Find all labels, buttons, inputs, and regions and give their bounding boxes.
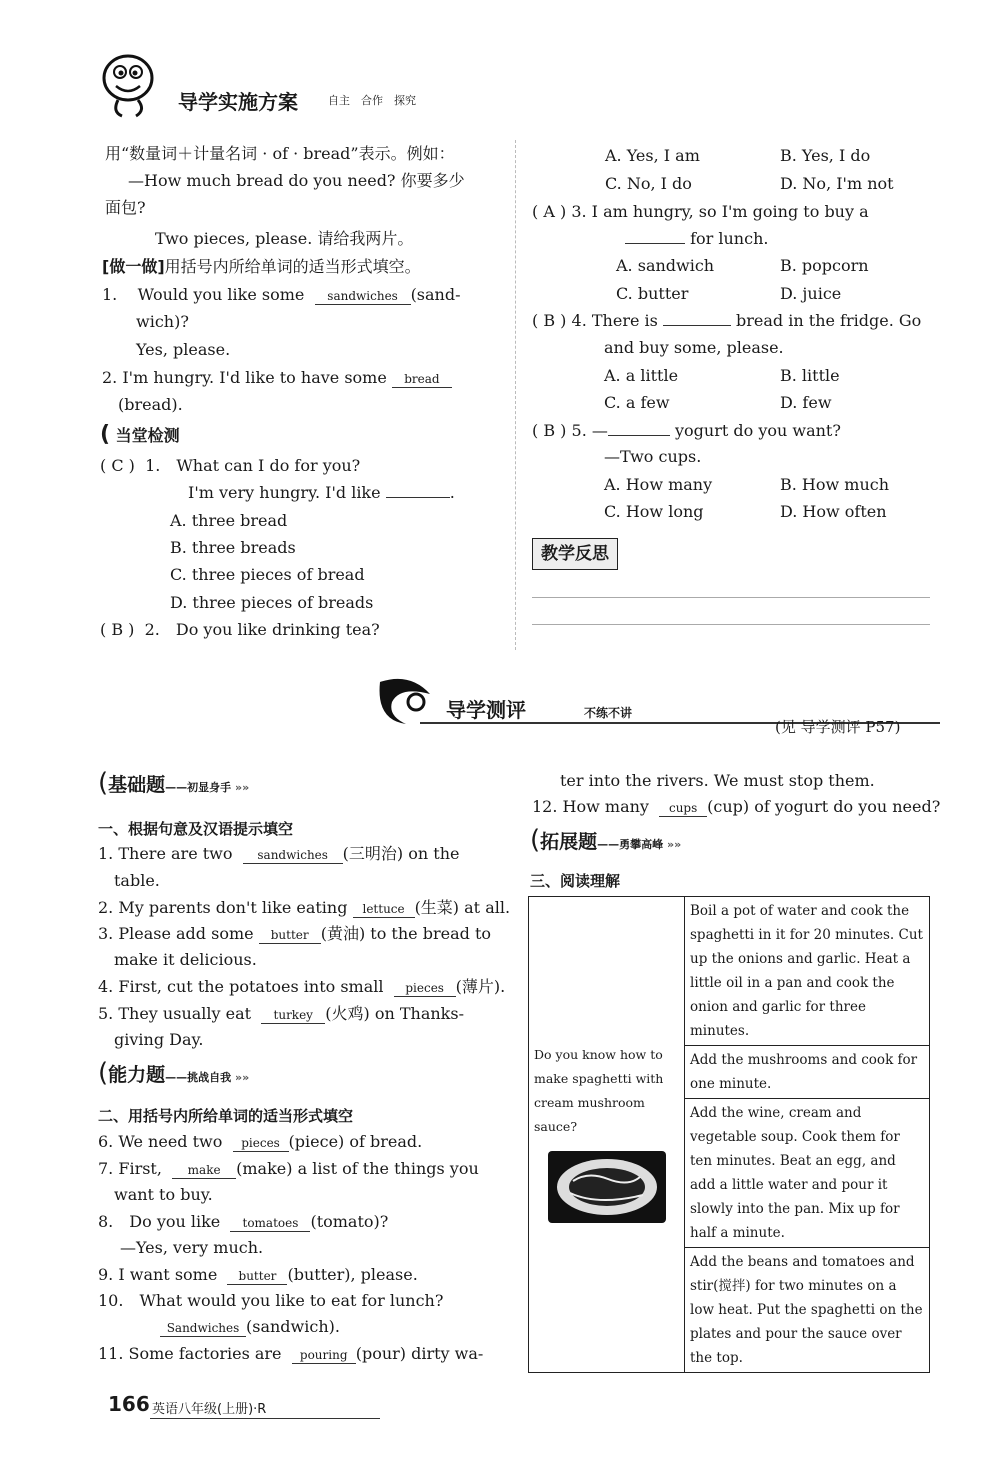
reading-table bbox=[528, 896, 930, 1373]
question-text: 2. Do you like drinking tea? bbox=[144, 620, 380, 639]
basic-section-heading: 一、根据句意及汉语提示填空 bbox=[98, 820, 294, 838]
q-hint: (薄片). bbox=[455, 977, 506, 996]
ability-q11-cont: ter into the rivers. We must stop them. bbox=[560, 771, 875, 790]
section-subtitle: ——挑战自我 bbox=[165, 1071, 232, 1084]
ability-section-heading: 二、用括号内所给单词的适当形式填空 bbox=[98, 1107, 354, 1125]
footer-book-title: 英语八年级(上册)·R bbox=[152, 1402, 267, 1417]
option-b: B. little bbox=[780, 366, 840, 385]
quiz-q5-reply: —Two cups. bbox=[604, 447, 702, 466]
question-text: for lunch. bbox=[690, 229, 769, 248]
practice-item-1-cont: wich)? bbox=[136, 312, 189, 331]
reading-step-2: Add the mushrooms and cook for one minute. bbox=[685, 1046, 930, 1099]
answer-blank: bread bbox=[392, 372, 452, 388]
question-text: bread in the fridge. Go bbox=[736, 311, 922, 330]
option-d: D. juice bbox=[780, 284, 842, 303]
answer-blank: make bbox=[172, 1163, 236, 1179]
reading-question-cell bbox=[529, 897, 685, 1373]
q-hint: (make) a list of the things you bbox=[236, 1159, 479, 1178]
option-c: C. three pieces of bread bbox=[170, 565, 365, 584]
option-d: D. three pieces of breads bbox=[170, 593, 374, 612]
column-divider bbox=[515, 140, 516, 650]
answer-blank: sandwiches bbox=[243, 848, 343, 864]
question-text: 1. What can I do for you? bbox=[145, 456, 361, 475]
mascot-logo bbox=[98, 50, 160, 120]
basic-q2 bbox=[98, 894, 510, 921]
answer-blank: butter bbox=[259, 928, 321, 944]
answer-blank: pieces bbox=[394, 981, 456, 997]
answer-mark: ( B ) bbox=[100, 620, 135, 639]
q-text: 1. There are two bbox=[98, 844, 233, 863]
option-a: A. How many bbox=[604, 475, 713, 494]
q-text: 2. My parents don't like eating bbox=[98, 898, 348, 917]
practice-item-2 bbox=[102, 364, 452, 391]
practice-heading bbox=[102, 253, 421, 280]
answer-blank: cups bbox=[659, 801, 707, 817]
q-text: 11. Some factories are bbox=[98, 1344, 282, 1363]
answer-mark: ( B ) bbox=[532, 421, 567, 440]
reflection-line-1 bbox=[532, 597, 930, 598]
example-question: —How much bread do you need? 你要多少 bbox=[128, 171, 465, 190]
footer-line bbox=[150, 1418, 380, 1419]
ability-q10: 10. What would you like to eat for lunch? bbox=[98, 1291, 444, 1310]
item-hint: (sand- bbox=[410, 285, 461, 304]
blank-line bbox=[663, 325, 731, 326]
item-text: 2. I'm hungry. I'd like to have some bbox=[102, 368, 387, 387]
q-text: 4. First, cut the potatoes into small bbox=[98, 977, 384, 996]
q-hint: (火鸡) on Thanks- bbox=[325, 1004, 464, 1023]
ability-q9 bbox=[98, 1261, 418, 1288]
header-subtitle: 自主 合作 探究 bbox=[328, 94, 416, 107]
practice-item-1-reply: Yes, please. bbox=[136, 340, 231, 359]
ability-q8-reply: —Yes, very much. bbox=[120, 1238, 264, 1257]
answer-blank: Sandwiches bbox=[160, 1321, 246, 1337]
quiz-q3 bbox=[532, 198, 869, 225]
blank-line bbox=[625, 243, 685, 244]
banner-tag: 不练不讲 bbox=[584, 706, 633, 720]
answer-blank: pouring bbox=[292, 1348, 356, 1364]
reading-step-1: Boil a pot of water and cook the spaghetti in it for 20 minutes. Cut up the onions and garlic. Heat a little oil in a pan and cook the onion and garlic for three minutes. bbox=[685, 897, 930, 1046]
q-hint: (三明治) on the bbox=[342, 844, 460, 863]
ability-q8 bbox=[98, 1208, 388, 1235]
reflection-box: 教学反思 bbox=[532, 538, 618, 570]
section-subtitle: ——初显身手 bbox=[165, 781, 232, 794]
q-hint: (butter), please. bbox=[287, 1265, 418, 1284]
question-text: yogurt do you want? bbox=[674, 421, 841, 440]
q-text: 6. We need two bbox=[98, 1132, 223, 1151]
q-text: 8. Do you like bbox=[98, 1212, 221, 1231]
ability-q12 bbox=[532, 793, 940, 820]
q-text: 7. First, bbox=[98, 1159, 162, 1178]
quiz-q4-cont: and buy some, please. bbox=[604, 338, 784, 357]
ability-q7-cont: want to buy. bbox=[114, 1185, 213, 1204]
answer-blank: butter bbox=[227, 1269, 287, 1285]
option-d: D. How often bbox=[780, 502, 887, 521]
banner-swirl-icon bbox=[370, 672, 440, 728]
basic-q1 bbox=[98, 840, 459, 867]
option-c: C. No, I do bbox=[605, 174, 692, 193]
answer-mark: ( B ) bbox=[532, 311, 567, 330]
answer-blank: sandwiches bbox=[315, 289, 411, 305]
practice-item-1 bbox=[102, 281, 461, 308]
quiz-q4 bbox=[532, 307, 921, 334]
option-a: A. Yes, I am bbox=[605, 146, 700, 165]
basic-q1-cont: table. bbox=[114, 871, 160, 890]
option-b: B. How much bbox=[780, 475, 890, 494]
blank-line bbox=[608, 435, 670, 436]
section-title: 拓展题 bbox=[540, 831, 598, 853]
section-title: 能力题 bbox=[108, 1064, 166, 1086]
answer-blank: turkey bbox=[261, 1008, 325, 1024]
spaghetti-photo bbox=[548, 1151, 666, 1223]
option-c: C. How long bbox=[604, 502, 704, 521]
option-a: A. three bread bbox=[170, 511, 288, 530]
q-hint: (生菜) at all. bbox=[414, 898, 511, 917]
option-a: A. a little bbox=[604, 366, 679, 385]
q-text: 12. How many bbox=[532, 797, 649, 816]
quiz-q2 bbox=[100, 616, 380, 643]
option-d: D. No, I'm not bbox=[780, 174, 894, 193]
quiz-q1 bbox=[100, 452, 360, 479]
header-title: 导学实施方案 bbox=[178, 90, 298, 114]
q-text: 5. They usually eat bbox=[98, 1004, 252, 1023]
q-text: 3. Please add some bbox=[98, 924, 254, 943]
check-title-text: 当堂检测 bbox=[115, 426, 180, 445]
q-hint: (piece) of bread. bbox=[288, 1132, 423, 1151]
blank-line bbox=[386, 497, 450, 498]
extend-section-heading: 三、阅读理解 bbox=[530, 872, 621, 890]
basic-q3-cont: make it delicious. bbox=[114, 950, 257, 969]
option-c: C. butter bbox=[616, 284, 689, 303]
quiz-q1-cont: I'm very hungry. I'd like . bbox=[188, 483, 455, 502]
ability-q10-answer bbox=[160, 1313, 340, 1340]
practice-label: [做一做] bbox=[102, 257, 165, 276]
question-text: I'm very hungry. I'd like bbox=[188, 483, 381, 502]
practice-item-2-cont: (bread). bbox=[118, 395, 183, 414]
section-subtitle: ——勇攀高峰 bbox=[597, 838, 664, 851]
reading-step-3: Add the wine, cream and vegetable soup. Cook them for ten minutes. Beat an egg, and add a little water and pour it slowly into the pan. Mix up for half a minute. bbox=[685, 1099, 930, 1248]
option-b: B. three breads bbox=[170, 538, 296, 557]
ability-title: (能力题——挑战自我 »» bbox=[98, 1058, 250, 1088]
answer-blank: tomatoes bbox=[230, 1216, 310, 1232]
q-hint: (pour) dirty wa- bbox=[355, 1344, 484, 1363]
answer-blank: lettuce bbox=[353, 902, 415, 918]
q-hint: (sandwich). bbox=[246, 1317, 340, 1336]
page-number: 166 bbox=[108, 1392, 150, 1416]
item-text: Would you like some bbox=[137, 285, 305, 304]
answer-blank: pieces bbox=[233, 1136, 289, 1152]
example-answer: Two pieces, please. 请给我两片。 bbox=[155, 229, 414, 248]
answer-mark: ( A ) bbox=[532, 202, 567, 221]
q-hint: (黄油) to the bread to bbox=[320, 924, 492, 943]
reading-question: Do you know how to make spaghetti with cream mushroom sauce? bbox=[534, 1046, 664, 1134]
quiz-q3-cont bbox=[625, 225, 768, 252]
basic-title: (基础题——初显身手 »» bbox=[98, 768, 250, 798]
reflection-line-2 bbox=[532, 624, 930, 625]
example-question-cont: 面包? bbox=[105, 198, 146, 217]
ability-q6 bbox=[98, 1128, 422, 1155]
question-text: 5. — bbox=[571, 421, 608, 440]
reading-step-4: Add the beans and tomatoes and stir(搅拌) for two minutes on a low heat. Put the spaghetti on the plates and pour the sauce over the top. bbox=[685, 1248, 930, 1373]
question-text: 4. There is bbox=[571, 311, 658, 330]
q-hint: (cup) of yogurt do you need? bbox=[707, 797, 941, 816]
basic-q5 bbox=[98, 1000, 464, 1027]
question-text: 3. I am hungry, so I'm going to buy a bbox=[571, 202, 869, 221]
practice-instruction: 用括号内所给单词的适当形式填空。 bbox=[164, 257, 421, 276]
option-b: B. Yes, I do bbox=[780, 146, 871, 165]
option-b: B. popcorn bbox=[780, 256, 869, 275]
intro-text: 用“数量词＋计量名词 · of · bread”表示。例如： bbox=[105, 144, 455, 163]
basic-q3 bbox=[98, 920, 491, 947]
option-d: D. few bbox=[780, 393, 832, 412]
item-number: 1. bbox=[102, 285, 118, 304]
q-text: 9. I want some bbox=[98, 1265, 218, 1284]
ability-q7 bbox=[98, 1155, 479, 1182]
check-title: ( 当堂检测 bbox=[100, 422, 180, 447]
option-c: C. a few bbox=[604, 393, 670, 412]
basic-q4 bbox=[98, 973, 505, 1000]
quiz-q5 bbox=[532, 417, 841, 444]
ability-q11 bbox=[98, 1340, 483, 1367]
banner-title: 导学测评 bbox=[446, 698, 526, 722]
answer-mark: ( C ) bbox=[100, 456, 135, 475]
option-a: A. sandwich bbox=[616, 256, 715, 275]
extend-title: (拓展题——勇攀高峰 »» bbox=[530, 825, 682, 855]
banner-reference: (见 导学测评 P57) bbox=[775, 718, 901, 736]
basic-q5-cont: giving Day. bbox=[114, 1030, 204, 1049]
q-hint: (tomato)? bbox=[310, 1212, 389, 1231]
section-title: 基础题 bbox=[108, 774, 166, 796]
